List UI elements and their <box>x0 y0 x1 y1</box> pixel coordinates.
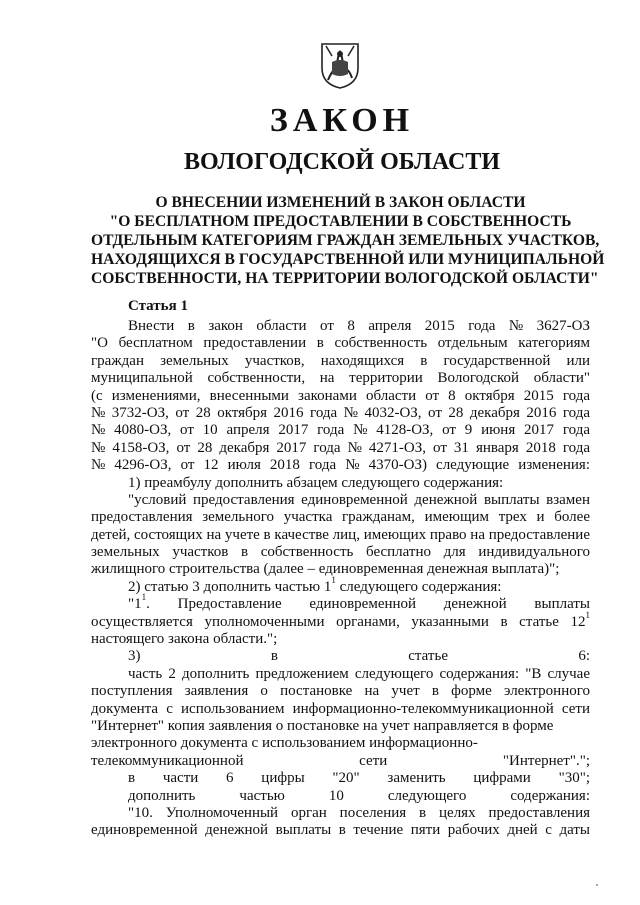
body-line: телекоммуникационной сети "Интернет"."; <box>91 752 590 769</box>
body-text: . Предоставление единовременной денежной выплаты <box>146 596 590 613</box>
body-line: граждан земельных участков, находящихся в государственной или <box>91 352 590 369</box>
body-line: 1) преамбулу дополнить абзацем следующего содержания: <box>128 474 504 491</box>
article-body <box>91 318 590 840</box>
body-text: 2) статью 3 дополнить частью 1 <box>128 578 332 595</box>
subtitle-line: "О БЕСПЛАТНОМ ПРЕДОСТАВЛЕНИИ В СОБСТВЕННОСТЬ <box>109 213 572 230</box>
body-line: № 4158-ОЗ, от 28 декабря 2017 года № 4271-ОЗ, от 31 января 2018 года <box>91 439 590 456</box>
body-line: детей, состоящих на учете в качестве лиц, имеющих право на предоставление <box>91 526 590 543</box>
body-line: № 4080-ОЗ, от 10 апреля 2017 года № 4128-ОЗ, от 9 июня 2017 года <box>91 422 590 439</box>
body-line: поступления заявления о постановке на учет в форме электронного <box>91 683 590 700</box>
body-line: земельных участков в собственность бесплатно для индивидуального <box>91 544 590 561</box>
body-line: "О бесплатном предоставлении в собственность отдельным категориям <box>91 335 590 352</box>
body-line <box>91 592 590 613</box>
body-line: "10. Уполномоченный орган поселения в целях предоставления <box>128 804 590 821</box>
document-region: ВОЛОГОДСКОЙ ОБЛАСТИ <box>183 149 501 175</box>
document-title: ЗАКОН <box>269 102 415 139</box>
body-line: жилищного строительства (далее – единовременная денежная выплата)"; <box>91 561 560 578</box>
body-line: настоящего закона области."; <box>91 631 278 648</box>
body-line: Внести в закон области от 8 апреля 2015 года № 3627-ОЗ <box>128 318 590 334</box>
body-line: единовременной денежной выплаты в течение пяти рабочих дней с даты <box>91 822 590 839</box>
article-heading: Статья 1 <box>128 298 188 314</box>
body-line: 3) в статье 6: <box>128 648 590 665</box>
body-line: "Интернет" копия заявления о постановке на учет направляется в форме <box>91 717 554 734</box>
body-line: дополнить частью 10 следующего содержания: <box>128 787 590 804</box>
scan-speck <box>596 884 598 886</box>
body-line: № 3732-ОЗ, от 28 октября 2016 года № 4032-ОЗ, от 28 декабря 2016 года <box>91 404 590 421</box>
body-text: следующего содержания: <box>335 578 502 595</box>
body-line: часть 2 дополнить предложением следующего содержания: "В случае <box>128 665 590 682</box>
law-subtitle <box>91 193 605 288</box>
body-line <box>91 574 590 596</box>
body-line <box>91 609 590 631</box>
subtitle-line: ОТДЕЛЬНЫМ КАТЕГОРИЯМ ГРАЖДАН ЗЕМЕЛЬНЫХ УЧАСТКОВ, <box>91 232 600 249</box>
body-line: документа с использованием информационно-телекоммуникационной сети <box>91 700 590 717</box>
body-text: осуществляется уполномоченными органами, указанными в статье 12 <box>91 613 586 630</box>
body-line: № 4296-ОЗ, от 12 июля 2018 года № 4370-ОЗ) следующие изменения: <box>91 457 590 474</box>
superscript: 1 <box>141 592 147 603</box>
coat-of-arms-emblem <box>318 40 362 90</box>
body-text: "1 <box>128 596 142 613</box>
body-line: (с изменениями, внесенными законами области от 8 октября 2015 года <box>91 387 590 404</box>
body-line: "условий предоставления единовременной денежной выплаты взамен <box>128 491 590 508</box>
superscript: 1 <box>331 574 336 585</box>
subtitle-line: СОБСТВЕННОСТИ, НА ТЕРРИТОРИИ ВОЛОГОДСКОЙ ОБЛАСТИ" <box>91 270 599 287</box>
body-line: муниципальной собственности, на территории Вологодской области" <box>91 370 590 387</box>
superscript: 1 <box>585 609 590 620</box>
subtitle-line: О ВНЕСЕНИИ ИЗМЕНЕНИЙ В ЗАКОН ОБЛАСТИ <box>155 194 526 211</box>
body-line: электронного документа с использованием информационно- <box>91 735 478 752</box>
body-line: в части 6 цифры "20" заменить цифрами "30"; <box>128 770 590 787</box>
subtitle-line: НАХОДЯЩИХСЯ В ГОСУДАРСТВЕННОЙ ИЛИ МУНИЦИПАЛЬНОЙ <box>91 251 605 268</box>
body-line: предоставления земельного участка гражданам, имеющим трех и более <box>91 509 590 526</box>
